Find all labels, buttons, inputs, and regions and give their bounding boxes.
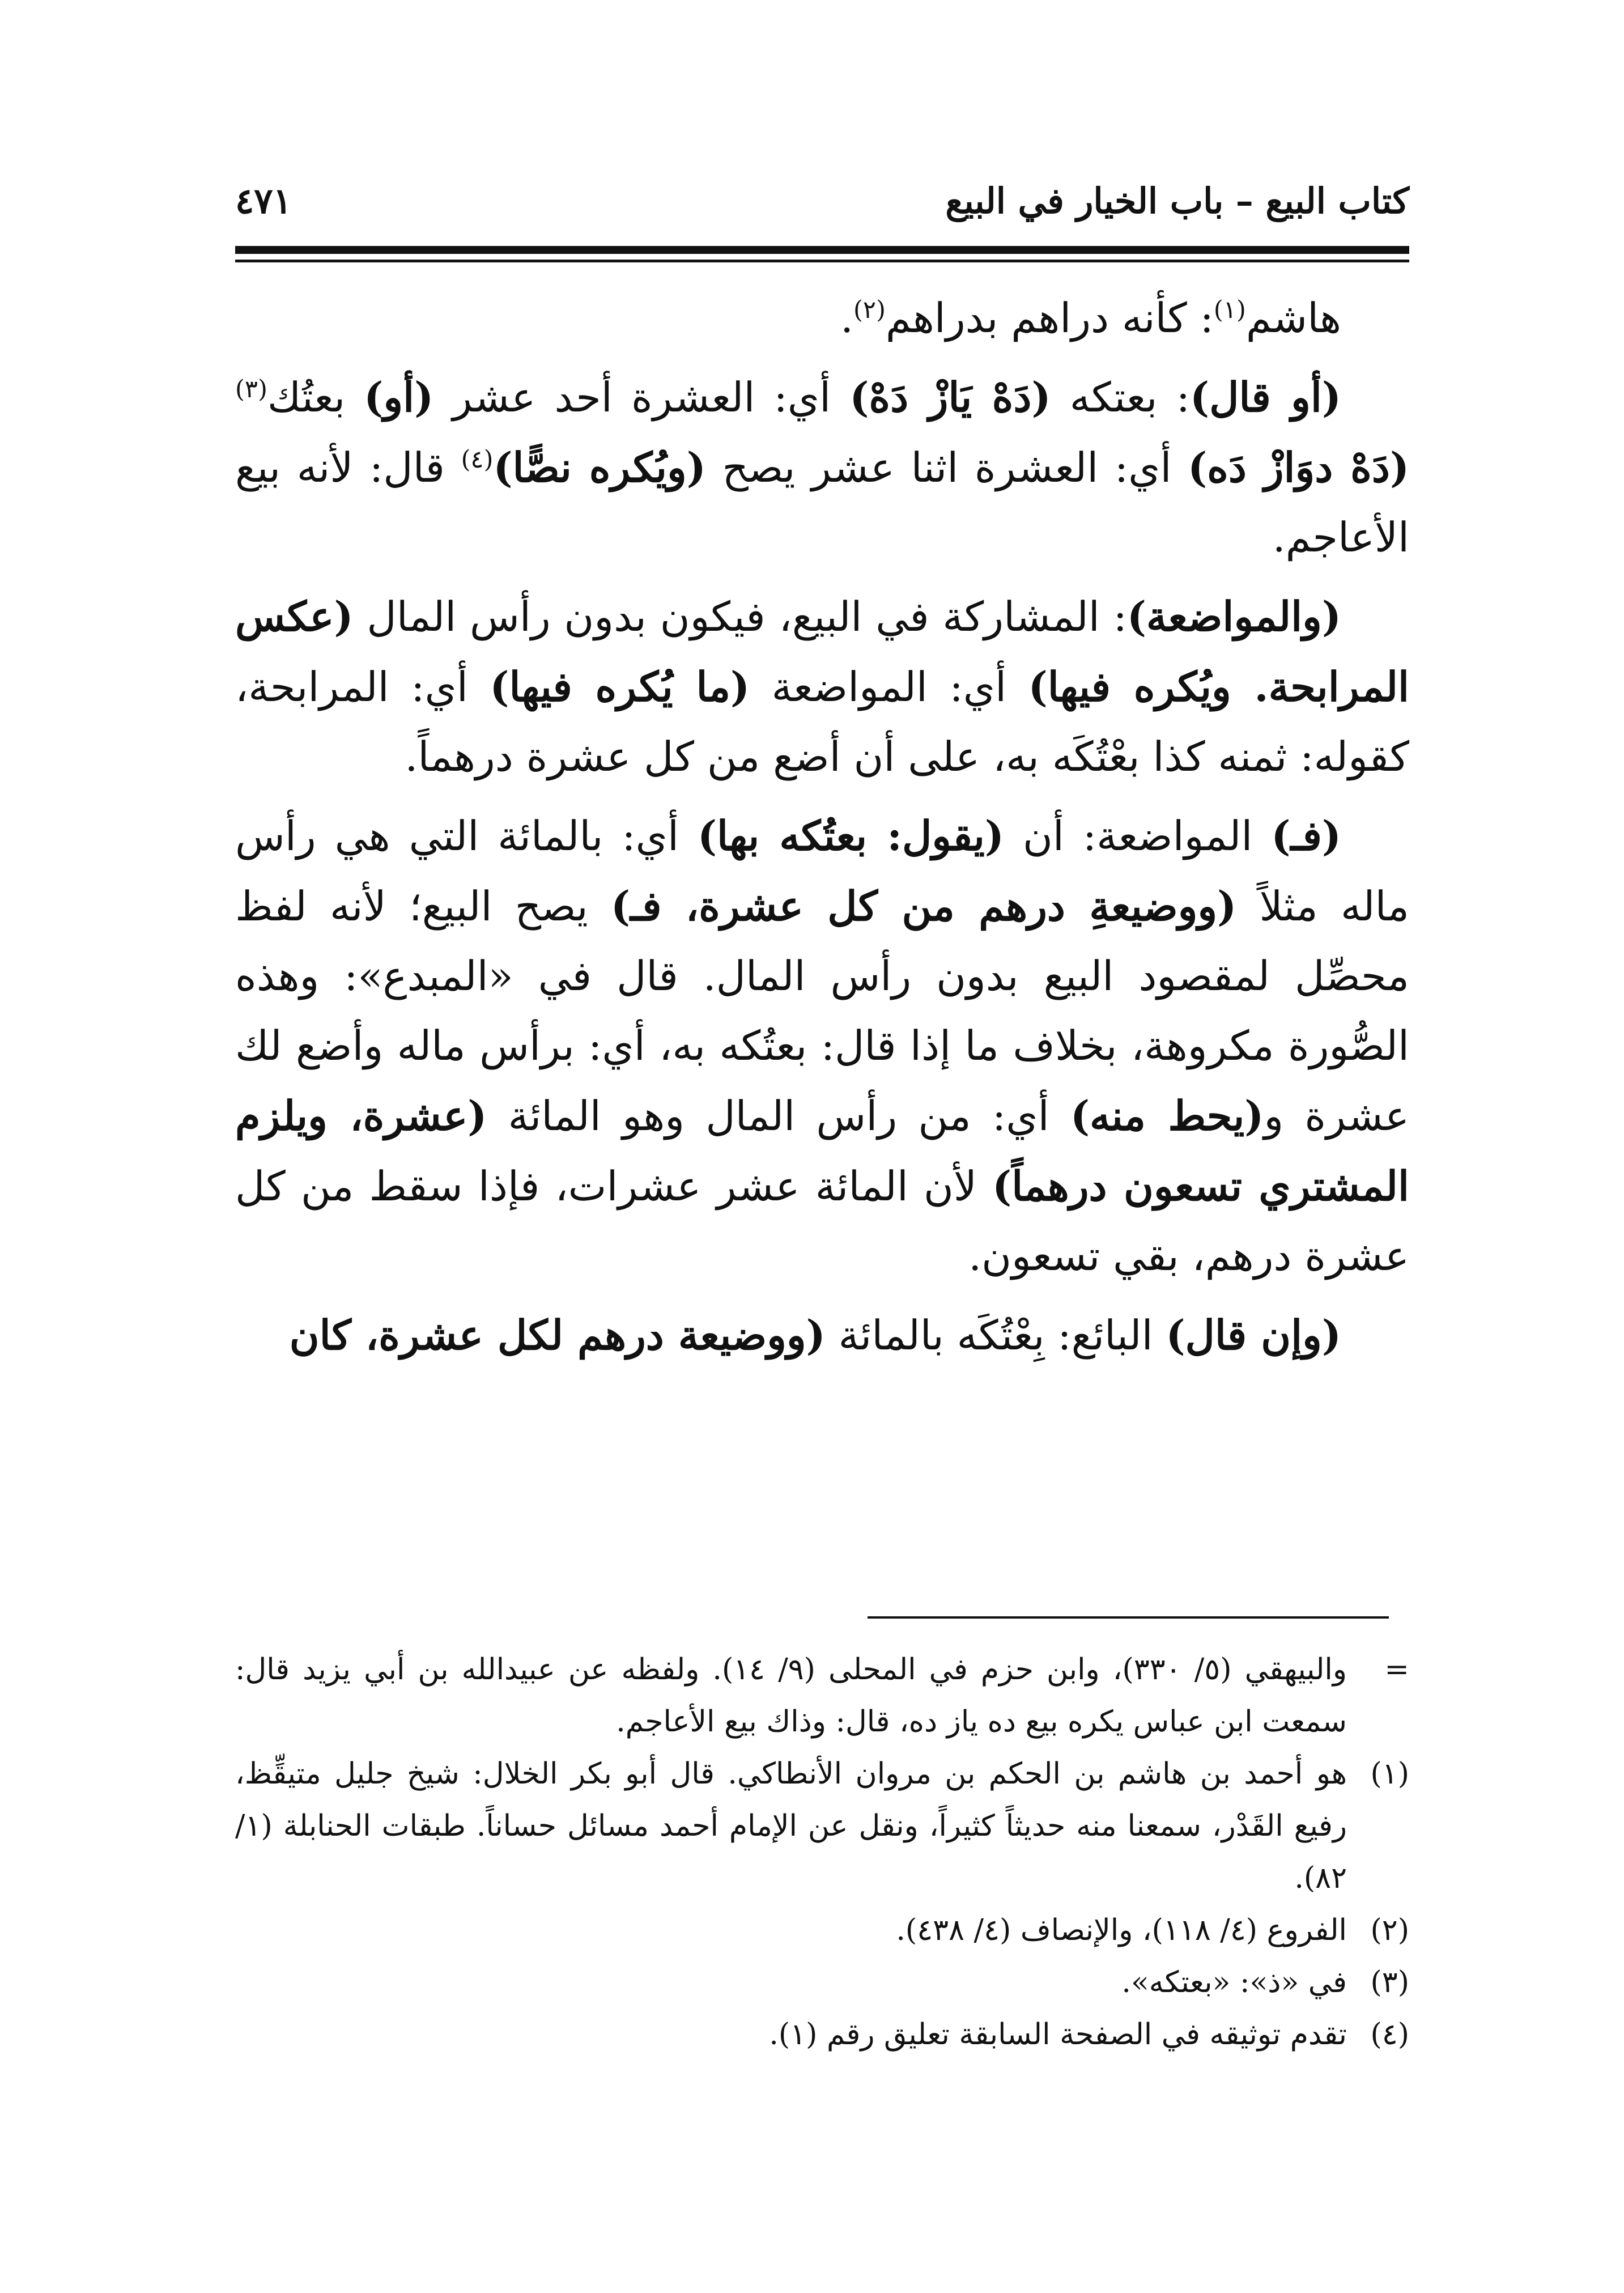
bold-run: (دَهْ دوَازْ دَه) xyxy=(1188,443,1410,491)
footnote-ref: (١) xyxy=(1213,296,1246,324)
bold-run: (والمواضعة) xyxy=(1126,592,1341,640)
footnote-text: هو أحمد بن هاشم بن الحكم بن مروان الأنطاكي. قال أبو بكر الخلال: شيخ جليل متيقِّظ، رفيع القَدْر، سمعنا منه حديثاً كثيراً، ونقل عن الإمام أحمد مسائل حساناً. طبقات الحنابلة (١/ ٨٢). xyxy=(235,1757,1347,1895)
page-number: ٤٧١ xyxy=(235,180,292,222)
text-run: بعتُك xyxy=(267,373,364,421)
text-run: أي: المواضعة xyxy=(750,663,1028,711)
text-run: المواضعة: أن xyxy=(1004,812,1272,860)
paragraph-1 xyxy=(235,283,1409,353)
footnote-mark: (٣) xyxy=(1370,1965,1409,1999)
bold-run: (فـ) xyxy=(1271,812,1341,860)
footnote-3 xyxy=(235,1956,1409,2009)
footnote-separator xyxy=(868,1616,1389,1619)
footnote-text: في «ذ»: «بعتكه». xyxy=(1121,1965,1347,1999)
footnote-mark: (٤) xyxy=(1370,2018,1409,2052)
footnote-text: الفروع (٤/ ١١٨)، والإنصاف (٤/ ٤٣٨). xyxy=(896,1913,1347,1947)
footnote-mark: = xyxy=(1384,1653,1409,1687)
paragraph-5 xyxy=(235,1300,1409,1370)
text-run: أي: العشرة أحد عشر xyxy=(433,373,850,421)
text-run: أي: المرابحة، كقوله: ثمنه كذا بعْتُكَه به، على أن أضع من كل عشرة درهماً. xyxy=(235,663,1409,780)
text-run: أي: من رأس المال وهو المائة xyxy=(487,1092,1070,1140)
bold-run: (يقول: بعتُكه بها) xyxy=(697,812,1004,860)
footnote-ref: (٤) xyxy=(461,445,494,474)
text-run: قال: لأنه بيع الأعاجم. xyxy=(235,444,1409,561)
text-run: : كأنه دراهم بدراهم xyxy=(885,294,1214,342)
footnote-text: والبيهقي (٥/ ٣٣٠)، وابن حزم في المحلى (٩/ ١٤). ولفظه عن عبيدالله بن أبي يزيد قال: سمعت ابن عباس يكره بيع ده ياز ده، قال: وذاك بيع الأعاجم. xyxy=(235,1653,1347,1739)
bold-run: (أو قال) xyxy=(1190,373,1341,421)
text-run: يصح البيع؛ لأنه لفظ محصِّل لمقصود البيع بدون رأس المال. قال في «المبدع»: وهذه الصُّورة مكروهة، بخلاف ما إذا قال: بعتُكه به، أي: برأس ماله وأضع لك عشرة و xyxy=(235,882,1410,1140)
paragraph-4 xyxy=(235,801,1409,1291)
text-run: لأن المائة عشر عشرات، فإذا سقط من كل عشرة درهم، بقي تسعون. xyxy=(235,1162,1409,1280)
running-title: كتاب البيع – باب الخيار في البيع xyxy=(945,180,1409,222)
footnote-mark: (١) xyxy=(1370,1757,1409,1791)
bold-run: (ووضيعةِ درهم من كل عشرة، فـ) xyxy=(610,882,1237,930)
text-run: : بعتكه xyxy=(1051,373,1191,421)
bold-run: (عشرة، ويلزم المشتري تسعون درهماً) xyxy=(235,1092,1410,1210)
footnote-ref: (٢) xyxy=(853,296,886,324)
footnotes xyxy=(235,1644,1409,2061)
bold-run: (وإن قال) xyxy=(1166,1311,1341,1359)
footnote-2 xyxy=(235,1904,1409,1956)
text-run: هاشم xyxy=(1245,294,1341,342)
header-rule-thick xyxy=(235,246,1409,254)
paragraph-3 xyxy=(235,581,1409,792)
footnote-ref: (٣) xyxy=(235,375,267,404)
bold-run: (عكس المرابحة. ويُكره فيها) xyxy=(235,592,1410,711)
footnote-continuation xyxy=(235,1644,1409,1748)
text-run: أي: بالمائة التي هي رأس ماله مثلاً xyxy=(235,812,1409,930)
footnote-mark: (٢) xyxy=(1370,1913,1409,1947)
text-run: أي: العشرة اثنا عشر يصح xyxy=(705,444,1188,491)
footnote-text: تقدم توثيقه في الصفحة السابقة تعليق رقم (١). xyxy=(769,2018,1347,2052)
header-rule-thin xyxy=(235,260,1409,262)
bold-run: (ما يُكره فيها) xyxy=(490,663,750,711)
bold-run: (أو) xyxy=(364,373,434,421)
text-run: : المشاركة في البيع، فيكون بدون رأس المال xyxy=(353,593,1127,640)
text-run: البائع: بِعْتُكَه بالمائة xyxy=(825,1311,1166,1359)
footnote-4 xyxy=(235,2009,1409,2061)
paragraph-2 xyxy=(235,362,1409,572)
bold-run: (يحط منه) xyxy=(1070,1092,1264,1140)
main-text xyxy=(235,283,1409,1370)
footnote-1 xyxy=(235,1748,1409,1904)
bold-run: (ووضيعة درهم لكل عشرة، كان xyxy=(289,1311,826,1359)
text-run: . xyxy=(840,294,853,342)
bold-run: (ويُكره نصًّا) xyxy=(493,443,706,491)
page-header xyxy=(235,170,1409,238)
bold-run: (دَهْ يَازْ دَهْ) xyxy=(849,373,1051,421)
